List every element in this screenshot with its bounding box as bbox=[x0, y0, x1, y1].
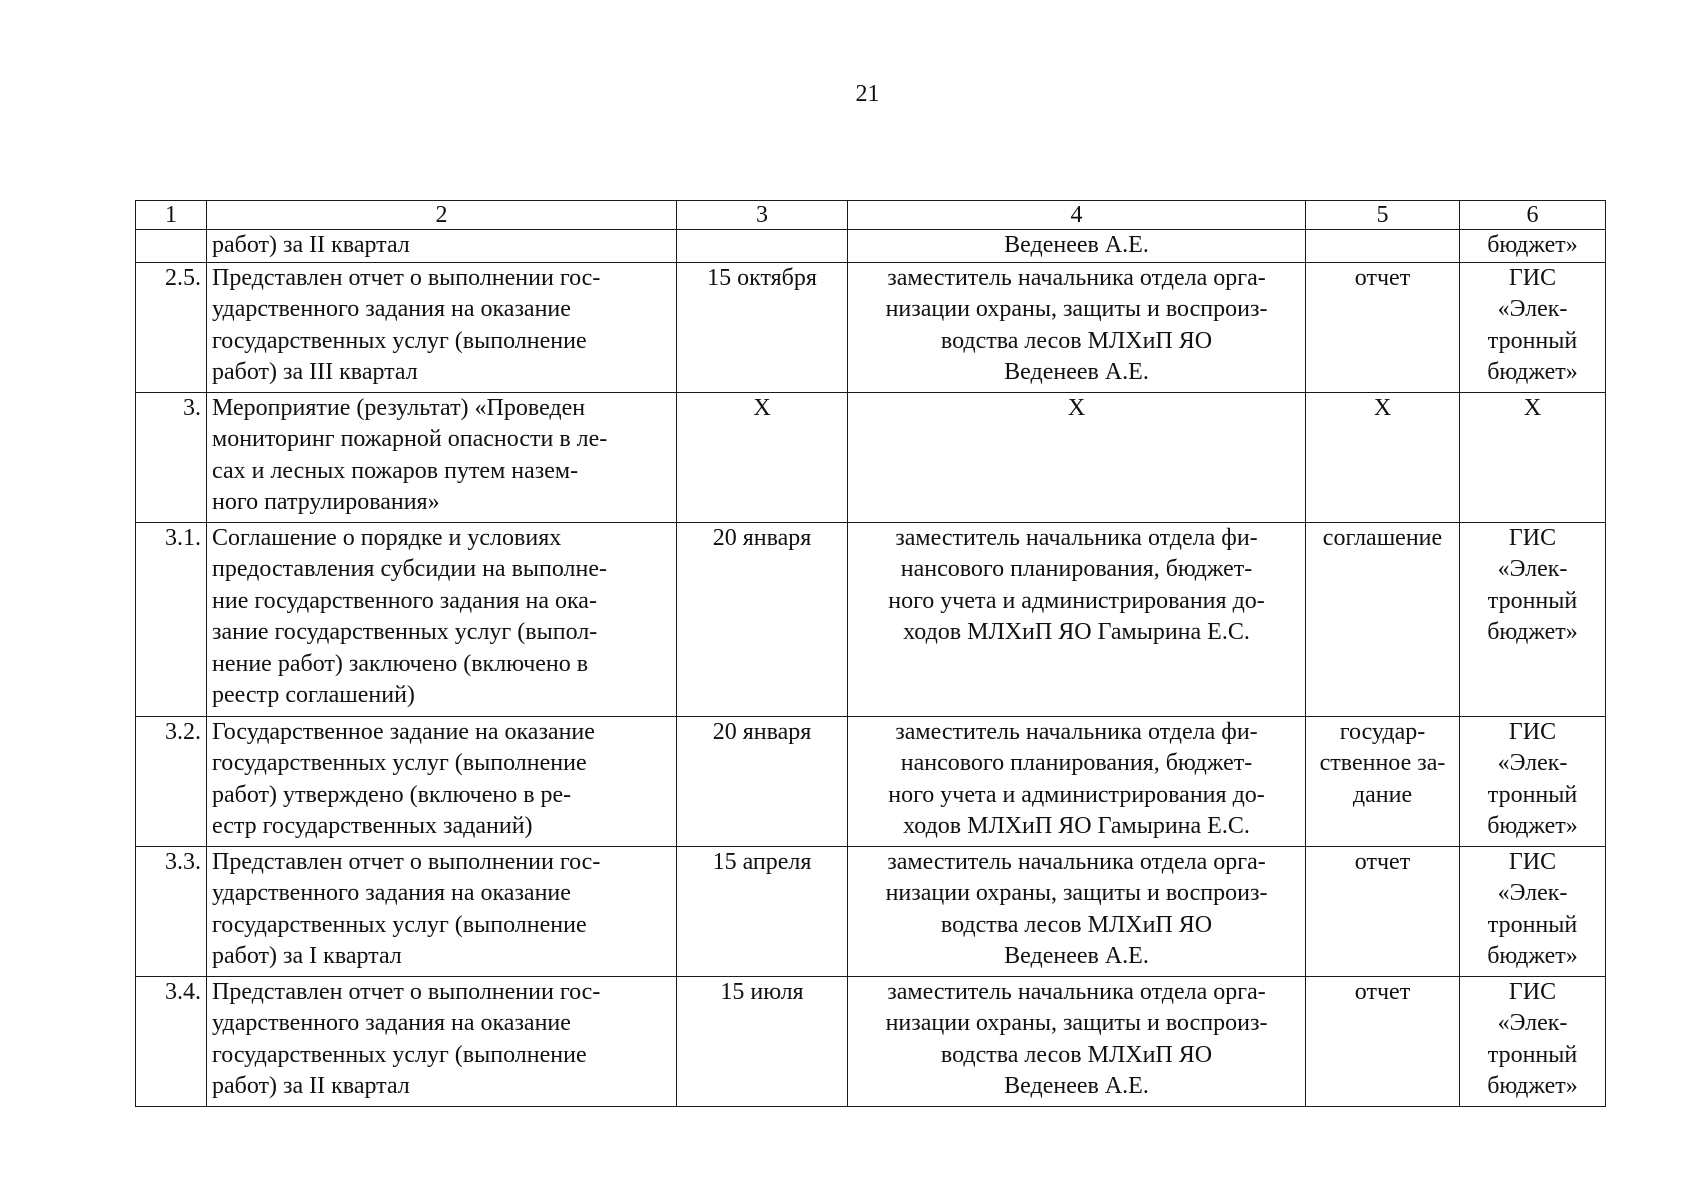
table-row bbox=[136, 846, 1606, 976]
row-system: Х bbox=[1523, 394, 1542, 421]
table-row bbox=[136, 262, 1606, 392]
column-header: 5 bbox=[1306, 201, 1460, 230]
row-number bbox=[136, 230, 207, 263]
row-number: 3.1. bbox=[136, 522, 207, 716]
row-name: Представлен отчет о выполнении гос- ударственного задания на оказание государственных услуг (выполнение работ) за III квартал bbox=[212, 264, 601, 385]
row-name: работ) за II квартал bbox=[212, 232, 410, 258]
row-system: ГИС «Элек- тронный бюджет» bbox=[1487, 718, 1578, 839]
row-document: соглашение bbox=[1322, 524, 1443, 551]
row-number: 3.3. bbox=[136, 846, 207, 976]
row-system: бюджет» bbox=[1487, 232, 1578, 258]
table-header-row bbox=[136, 201, 1606, 230]
row-system: ГИС «Элек- тронный бюджет» bbox=[1487, 848, 1578, 969]
row-system: ГИС «Элек- тронный бюджет» bbox=[1487, 264, 1578, 385]
row-date: 15 октября bbox=[707, 264, 817, 291]
plan-table bbox=[135, 200, 1606, 1107]
column-header: 1 bbox=[136, 201, 207, 230]
column-header: 3 bbox=[677, 201, 848, 230]
row-responsible: заместитель начальника отдела фи- нансового планирования, бюджет- ного учета и администрирования до- ходов МЛХиП ЯО Гамырина Е.С. bbox=[888, 524, 1265, 645]
row-document: отчет bbox=[1354, 264, 1411, 291]
page-number: 21 bbox=[855, 81, 880, 107]
row-date: 15 июля bbox=[720, 978, 804, 1005]
column-header: 4 bbox=[848, 201, 1306, 230]
row-name: Соглашение о порядке и условиях предоставления субсидии на выполне- ние государственного задания на ока- зание государственных услуг (выпол- нение работ) заключено (включено в реестр соглашений) bbox=[212, 524, 608, 708]
row-document: отчет bbox=[1354, 848, 1411, 875]
row-date: Х bbox=[753, 394, 771, 421]
row-name: Представлен отчет о выполнении гос- ударственного задания на оказание государственных услуг (выполнение работ) за I квартал bbox=[212, 848, 601, 969]
row-system: ГИС «Элек- тронный бюджет» bbox=[1487, 978, 1578, 1099]
row-name: Мероприятие (результат) «Проведен мониторинг пожарной опасности в ле- сах и лесных пожаров путем назем- ного патрулирования» bbox=[212, 394, 608, 515]
column-header: 2 bbox=[207, 201, 677, 230]
row-document: государ- ственное за- дание bbox=[1319, 718, 1446, 808]
table-row bbox=[136, 392, 1606, 522]
row-name: Государственное задание на оказание государственных услуг (выполнение работ) утверждено (включено в ре- естр государственных заданий) bbox=[212, 718, 595, 839]
table-row bbox=[136, 976, 1606, 1106]
table-row bbox=[136, 230, 1606, 263]
row-document: отчет bbox=[1354, 978, 1411, 1005]
row-number: 3.2. bbox=[136, 716, 207, 846]
column-header: 6 bbox=[1460, 201, 1606, 230]
row-document: Х bbox=[1373, 394, 1392, 421]
row-date: 15 апреля bbox=[712, 848, 812, 875]
row-number: 2.5. bbox=[136, 262, 207, 392]
row-responsible: заместитель начальника отдела орга- низации охраны, защиты и воспроиз- водства лесов МЛХиП ЯО Веденеев А.Е. bbox=[885, 978, 1268, 1099]
row-number: 3. bbox=[136, 392, 207, 522]
row-responsible: Х bbox=[1067, 394, 1086, 421]
row-date: 20 января bbox=[712, 524, 812, 551]
row-responsible: Веденеев А.Е. bbox=[1004, 232, 1149, 258]
row-responsible: заместитель начальника отдела орга- низации охраны, защиты и воспроиз- водства лесов МЛХиП ЯО Веденеев А.Е. bbox=[885, 264, 1268, 385]
row-system: ГИС «Элек- тронный бюджет» bbox=[1487, 524, 1578, 645]
row-number: 3.4. bbox=[136, 976, 207, 1106]
row-responsible: заместитель начальника отдела фи- нансового планирования, бюджет- ного учета и администрирования до- ходов МЛХиП ЯО Гамырина Е.С. bbox=[888, 718, 1265, 839]
row-name: Представлен отчет о выполнении гос- ударственного задания на оказание государственных услуг (выполнение работ) за II квартал bbox=[212, 978, 601, 1099]
table-row bbox=[136, 522, 1606, 716]
row-date: 20 января bbox=[712, 718, 812, 745]
table-row bbox=[136, 716, 1606, 846]
row-responsible: заместитель начальника отдела орга- низации охраны, защиты и воспроиз- водства лесов МЛХиП ЯО Веденеев А.Е. bbox=[885, 848, 1268, 969]
